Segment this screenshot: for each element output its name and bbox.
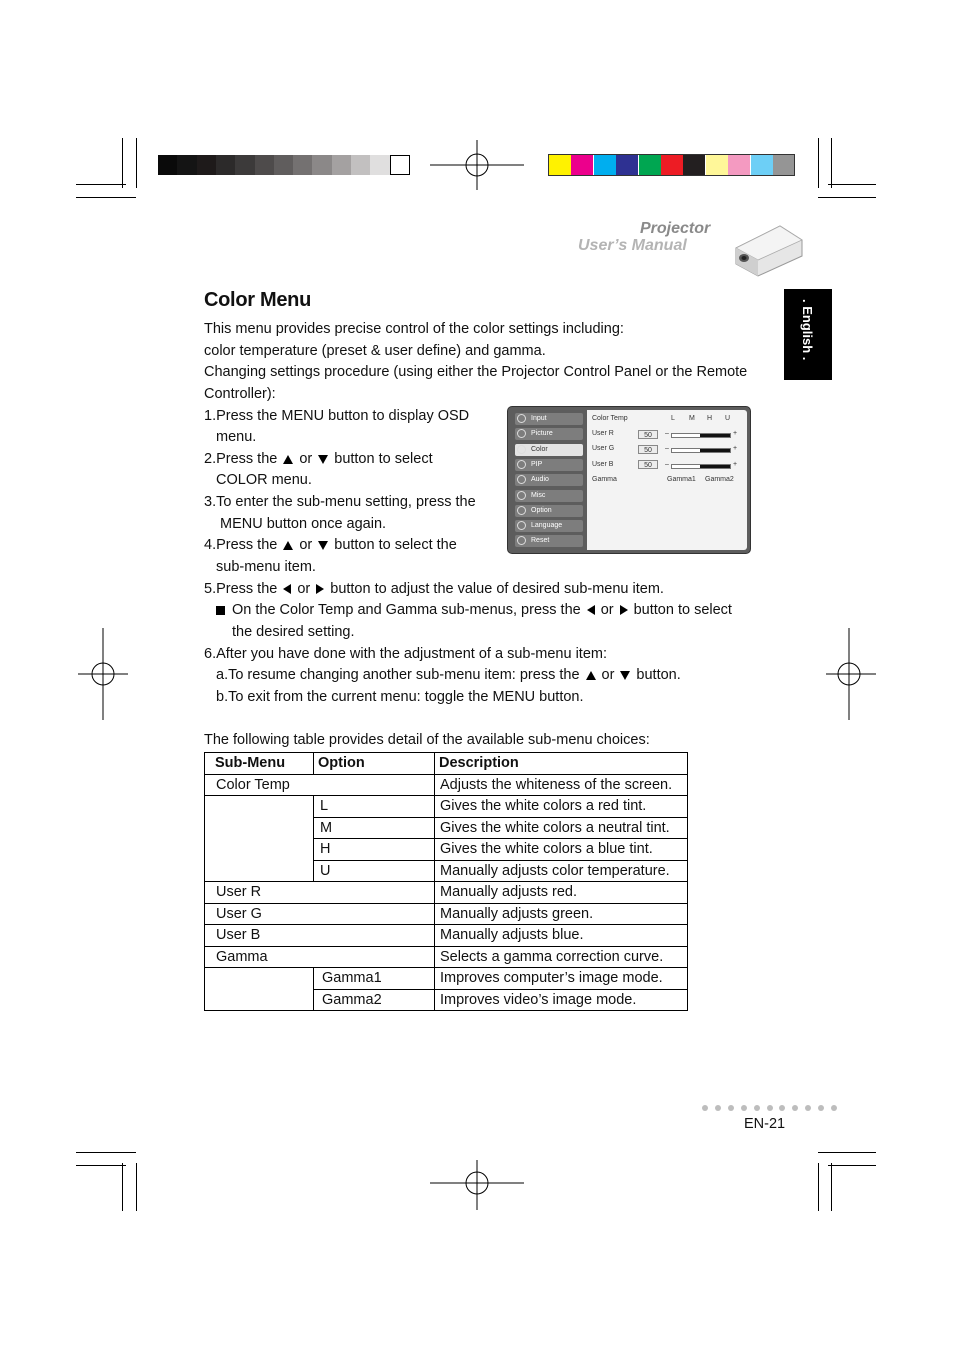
table-row (205, 903, 688, 925)
osd-user-label: User G (592, 445, 615, 453)
dot-icon (792, 1105, 798, 1111)
option-cell: H (314, 839, 435, 861)
osd-item-icon (517, 475, 526, 484)
gray-swatch (235, 155, 255, 175)
step-6a (216, 664, 681, 686)
osd-option-h: H (707, 415, 713, 422)
registration-target-icon (430, 1160, 524, 1210)
osd-user-value: 50 (638, 445, 658, 454)
step-1-cont: menu. (216, 429, 257, 445)
description-cell: Improves video’s image mode. (435, 989, 688, 1011)
description-cell: Manually adjusts red. (435, 882, 688, 904)
description-cell: Improves computer’s image mode. (435, 968, 688, 990)
step-6b: b.To exit from the current menu: toggle the MENU button. (216, 689, 584, 705)
dot-icon (715, 1105, 721, 1111)
submenu-cell (205, 968, 314, 1011)
osd-item-icon (517, 460, 526, 469)
table-row (205, 968, 688, 990)
osd-menu-item[interactable] (515, 428, 583, 440)
note (216, 599, 732, 621)
intro-line: color temperature (preset & user define) and gamma. (204, 343, 546, 359)
osd-item-icon (517, 506, 526, 515)
osd-item-icon (517, 445, 526, 454)
osd-gamma1: Gamma1 (667, 476, 696, 483)
registration-target-icon (430, 140, 524, 190)
osd-menu-item[interactable] (515, 444, 583, 456)
osd-color-temp-label: Color Temp (592, 415, 628, 422)
osd-user-value: 50 (638, 460, 658, 469)
or-text: or (297, 581, 311, 597)
option-cell: M (314, 817, 435, 839)
dot-icon (741, 1105, 747, 1111)
osd-item-icon (517, 521, 526, 530)
description-cell: Manually adjusts color temperature. (435, 860, 688, 882)
step-3-cont: MENU button once again. (220, 516, 387, 532)
table-header-row (205, 753, 688, 775)
osd-slider[interactable] (671, 433, 731, 438)
right-arrow-icon (620, 605, 628, 615)
dot-icon (702, 1105, 708, 1111)
description-cell: Manually adjusts blue. (435, 925, 688, 947)
submenu-cell: Color Temp (205, 774, 435, 796)
osd-plus: + (733, 430, 738, 437)
gray-swatch (332, 155, 352, 175)
dot-icon (818, 1105, 824, 1111)
option-cell: Gamma1 (314, 968, 435, 990)
side-tab-label: . English . (800, 299, 815, 361)
color-bar-frame (548, 154, 795, 176)
table-row (205, 882, 688, 904)
gray-swatch (255, 155, 275, 175)
intro-line: Controller): (204, 386, 276, 402)
gray-swatch (312, 155, 332, 175)
submenu-cell: User B (205, 925, 435, 947)
dot-icon (779, 1105, 785, 1111)
up-arrow-icon (283, 455, 293, 464)
submenu-cell: User R (205, 882, 435, 904)
note-text: button to select (633, 602, 732, 618)
registration-target-icon (826, 628, 876, 720)
dot-icon (767, 1105, 773, 1111)
or-text: or (601, 667, 615, 683)
option-cell: Gamma2 (314, 989, 435, 1011)
option-cell: L (314, 796, 435, 818)
gray-swatch (177, 155, 197, 175)
osd-menu-label: Option (531, 506, 552, 514)
down-arrow-icon (318, 455, 328, 464)
step-6a-text: a.To resume changing another sub-menu item: press the (216, 667, 580, 683)
osd-item-icon (517, 429, 526, 438)
description-cell: Gives the white colors a neutral tint. (435, 817, 688, 839)
table-header-cell: Sub-Menu (205, 753, 314, 775)
gray-swatch (216, 155, 236, 175)
osd-menu-item[interactable] (515, 474, 583, 486)
gray-swatch (158, 155, 178, 175)
gray-swatch (274, 155, 294, 175)
page-title: Color Menu (204, 289, 311, 311)
osd-menu-item[interactable] (515, 490, 583, 502)
description-cell: Selects a gamma correction curve. (435, 946, 688, 968)
osd-item-icon (517, 414, 526, 423)
logo-manual-text: User’s Manual (578, 237, 687, 254)
dot-icon (728, 1105, 734, 1111)
osd-menu-item[interactable] (515, 505, 583, 517)
submenu-table (204, 752, 688, 1011)
osd-option-u: U (725, 415, 731, 422)
osd-menu-label: Reset (531, 537, 550, 545)
page-number: EN-21 (744, 1116, 786, 1132)
step-3: 3.To enter the sub-menu setting, press the (204, 494, 476, 510)
osd-item-icon (517, 536, 526, 545)
gray-swatch (370, 155, 390, 175)
osd-option-l: L (671, 415, 675, 422)
gray-swatch (351, 155, 371, 175)
dot-icon (831, 1105, 837, 1111)
submenu-cell: User G (205, 903, 435, 925)
description-cell: Gives the white colors a red tint. (435, 796, 688, 818)
osd-option-m: M (689, 415, 695, 422)
osd-slider-fill (700, 465, 730, 468)
osd-user-label: User R (592, 430, 614, 437)
osd-minus: – (665, 430, 669, 437)
osd-menu-label: Color (531, 445, 548, 453)
step-6: 6.After you have done with the adjustment of a sub-menu item: (204, 646, 608, 662)
osd-gamma2: Gamma2 (705, 476, 734, 483)
osd-user-value: 50 (638, 430, 658, 439)
description-cell: Manually adjusts green. (435, 903, 688, 925)
table-header-cell: Option (314, 753, 435, 775)
step-2-text: button to select (334, 451, 433, 467)
osd-menu-item[interactable] (515, 535, 583, 547)
note-text: On the Color Temp and Gamma sub-menus, press the (232, 602, 581, 618)
intro-line: Changing settings procedure (using either the Projector Control Panel or the Remote (204, 364, 748, 380)
step-2 (204, 448, 433, 470)
table-intro: The following table provides detail of the available sub-menu choices: (204, 732, 650, 748)
osd-slider-fill (700, 449, 730, 452)
down-arrow-icon (620, 671, 630, 680)
osd-minus: – (665, 445, 669, 453)
or-text: or (299, 451, 313, 467)
right-arrow-icon (316, 584, 324, 594)
osd-plus: + (733, 460, 738, 468)
osd-menu-label: Language (531, 522, 563, 530)
table-row (205, 946, 688, 968)
or-text: or (600, 602, 614, 618)
header-logo (570, 218, 805, 286)
gray-swatch (197, 155, 217, 175)
submenu-cell: Gamma (205, 946, 435, 968)
left-arrow-icon (283, 584, 291, 594)
square-bullet-icon (216, 606, 225, 615)
step-5-text: button to adjust the value of desired sub-menu item. (330, 581, 664, 597)
osd-menu-label: PIP (531, 460, 543, 468)
left-arrow-icon (587, 605, 595, 615)
osd-slider-fill (700, 434, 730, 437)
projector-icon (728, 220, 804, 282)
table-row (205, 925, 688, 947)
osd-menu-label: Input (531, 415, 547, 422)
note-cont: the desired setting. (232, 624, 355, 640)
description-cell: Adjusts the whiteness of the screen. (435, 774, 688, 796)
step-4 (204, 534, 457, 556)
gray-swatch (390, 155, 410, 175)
page-dots (702, 1105, 842, 1113)
osd-menu-item[interactable] (515, 413, 583, 425)
step-5 (204, 578, 664, 600)
logo-projector-text: Projector (640, 220, 711, 237)
down-arrow-icon (318, 541, 328, 550)
step-1: 1.Press the MENU button to display OSD (204, 408, 470, 424)
step-2-text: 2.Press the (204, 451, 278, 467)
intro-line: This menu provides precise control of the color settings including: (204, 321, 624, 337)
osd-menu-label: Picture (531, 430, 553, 438)
option-cell: U (314, 860, 435, 882)
dot-icon (805, 1105, 811, 1111)
osd-gamma-label: Gamma (592, 476, 617, 483)
registration-target-icon (78, 628, 128, 720)
step-5-text: 5.Press the (204, 581, 278, 597)
table-row (205, 796, 688, 818)
up-arrow-icon (586, 671, 596, 680)
up-arrow-icon (283, 541, 293, 550)
step-4-text: 4.Press the (204, 537, 278, 553)
osd-item-icon (517, 491, 526, 500)
osd-menu-item[interactable] (515, 459, 583, 471)
or-text: or (299, 537, 313, 553)
osd-menu-label: Audio (531, 476, 549, 484)
osd-plus: + (733, 445, 738, 453)
osd-minus: – (665, 460, 669, 468)
table-header-cell: Description (435, 753, 688, 775)
language-side-tab (784, 289, 832, 380)
step-6a-text: button. (636, 667, 681, 683)
submenu-cell (205, 796, 314, 882)
osd-slider[interactable] (671, 464, 731, 469)
description-cell: Gives the white colors a blue tint. (435, 839, 688, 861)
dot-icon (754, 1105, 760, 1111)
step-2-cont: COLOR menu. (216, 472, 312, 488)
osd-menu-label: Misc (531, 491, 546, 499)
table-row (205, 774, 688, 796)
osd-menu-item[interactable] (515, 520, 583, 532)
step-4-text: button to select the (334, 537, 457, 553)
osd-slider[interactable] (671, 448, 731, 453)
gray-swatch (293, 155, 313, 175)
osd-user-label: User B (592, 460, 614, 468)
step-4-cont: sub-menu item. (216, 559, 316, 575)
